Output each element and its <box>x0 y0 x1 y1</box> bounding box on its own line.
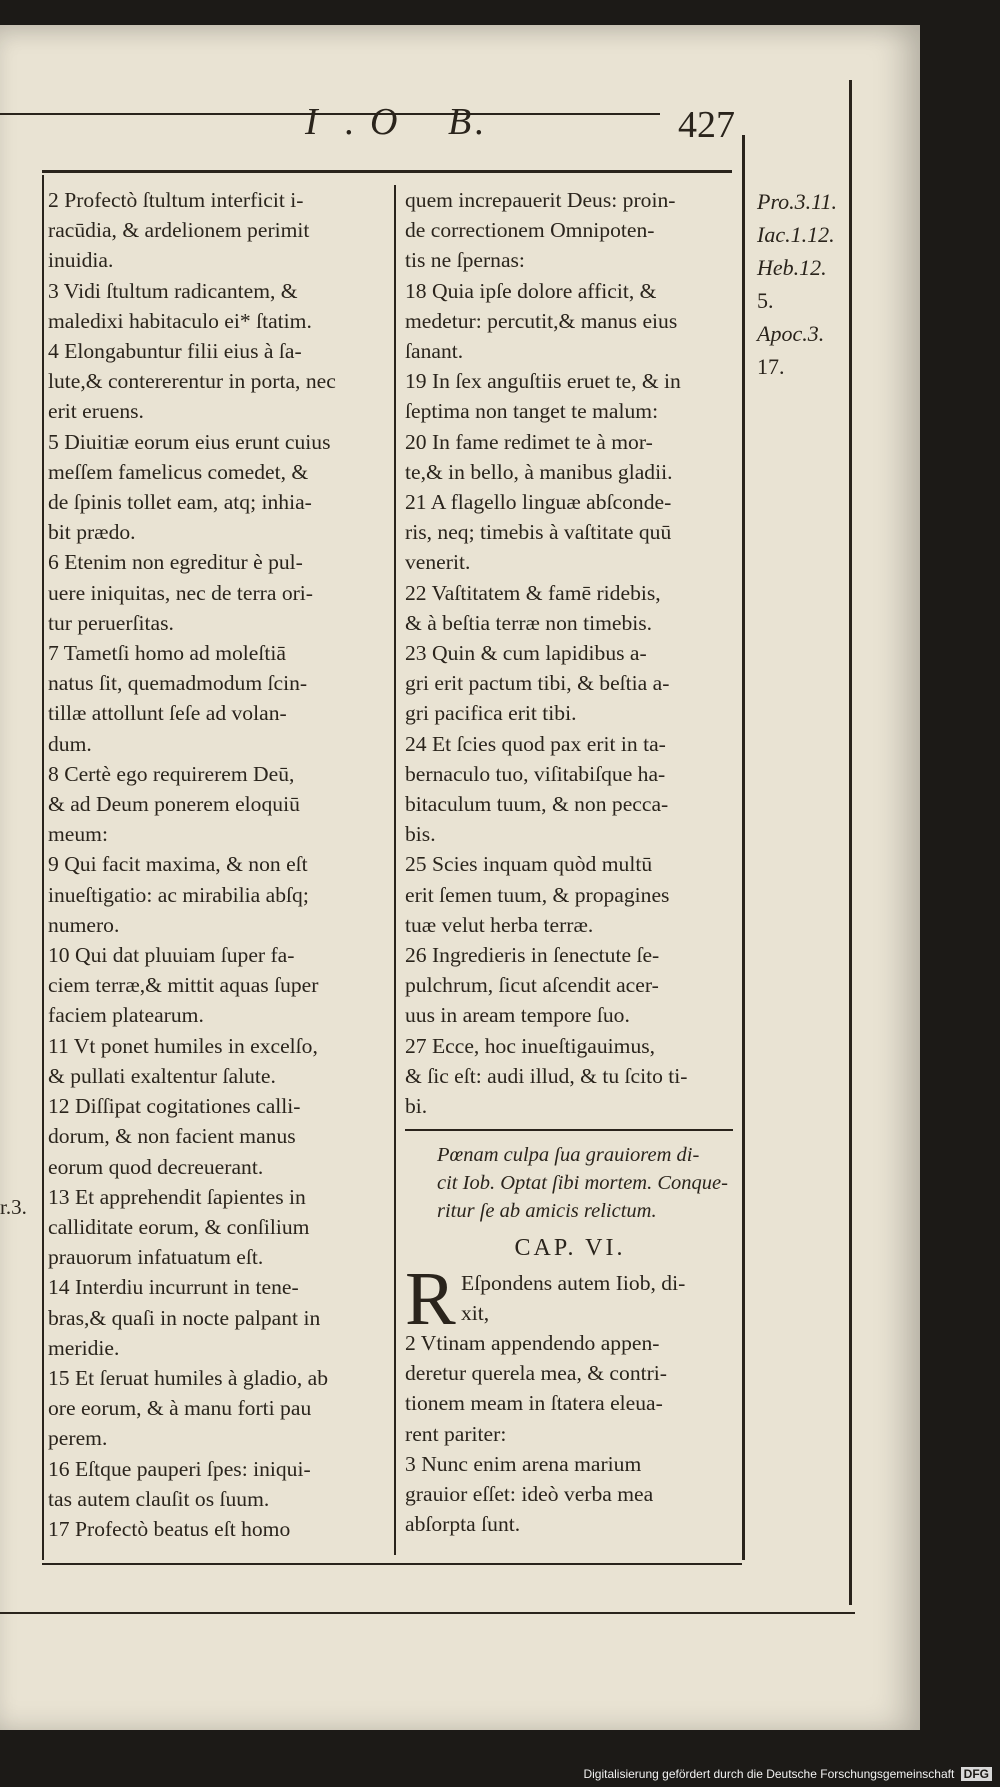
text-line: 26 Ingredieris in ſenectute ſe- <box>405 943 660 968</box>
text-line: Eſpondens autem Iiob, di- <box>461 1270 686 1295</box>
text-line: ſanant. <box>405 339 464 364</box>
margin-note: Heb.12. <box>757 255 827 280</box>
text-line: numero. <box>48 912 120 937</box>
chapter-heading: CAP. VI. <box>514 1235 626 1262</box>
margin-note: Apoc.3. <box>757 321 825 346</box>
text-line: 13 Et apprehendit ſapientes in <box>48 1184 306 1209</box>
margin-note: 17. <box>757 354 785 379</box>
running-head <box>290 100 660 160</box>
text-line: tillæ attollunt ſeſe ad volan- <box>48 701 287 726</box>
text-line: & ad Deum ponerem eloquiū <box>48 792 300 817</box>
text-line: dum. <box>48 731 92 756</box>
left-column <box>48 185 388 1544</box>
text-line: lute,& contererentur in porta, nec <box>48 369 336 394</box>
text-line: ris, neq; timebis à vaſtitate quū <box>405 520 672 545</box>
text-line: 12 Diſſipat cogitationes calli- <box>48 1094 301 1119</box>
text-line: tionem meam in ſtatera eleua- <box>405 1391 663 1416</box>
footer-rule <box>42 1563 742 1565</box>
text-line: meſſem famelicus comedet, & <box>48 459 309 484</box>
summary-line: cit Iob. Optat ſibi mortem. Conque- <box>437 1172 728 1195</box>
left-margin-mark: r.3. <box>0 1195 27 1219</box>
text-line: calliditate eorum, & conſilium <box>48 1214 310 1239</box>
text-line: erit eruens. <box>48 399 144 424</box>
text-line: 16 Eſtque pauperi ſpes: iniqui- <box>48 1456 311 1481</box>
text-line: meum: <box>48 822 108 847</box>
text-line: uere iniquitas, nec de terra ori- <box>48 580 313 605</box>
margin-note: Pro.3.11. <box>757 189 838 214</box>
text-line: 9 Qui facit maxima, & non eſt <box>48 852 308 877</box>
text-line: 27 Ecce, hoc inueſtigauimus, <box>405 1033 656 1058</box>
text-line: 14 Interdiu incurrunt in tene- <box>48 1275 299 1300</box>
text-line: 20 In fame redimet te à mor- <box>405 429 653 454</box>
text-line: faciem platearum. <box>48 1003 204 1028</box>
text-line: bras,& quaſi in nocte palpant in <box>48 1305 321 1330</box>
text-line: 15 Et ſeruat humiles à gladio, ab <box>48 1365 329 1390</box>
text-line: 4 Elongabuntur filii eius à ſa- <box>48 339 302 364</box>
footer-text: Digitalisierung gefördert durch die Deutsche Forschungsgemeinschaft <box>583 1767 955 1781</box>
text-line: ore eorum, & à manu forti pau <box>48 1396 312 1421</box>
text-line: maledixi habitaculo ei* ſtatim. <box>48 308 312 333</box>
text-line: de ſpinis tollet eam, atq; inhia- <box>48 490 312 515</box>
summary-rule <box>405 1129 733 1131</box>
text-line: 2 Profectò ſtultum interficit i- <box>48 188 304 212</box>
text-line: ſeptima non tanget te malum: <box>405 399 659 424</box>
text-line: 11 Vt ponet humiles in excelſo, <box>48 1033 318 1058</box>
text-line: & à beſtia terræ non timebis. <box>405 610 653 635</box>
text-line: dorum, & non facient manus <box>48 1124 296 1149</box>
text-line: medetur: percutit,& manus eius <box>405 308 678 333</box>
text-line: de correctionem Omnipoten- <box>405 218 655 243</box>
running-head-letter: B <box>448 101 472 143</box>
dfg-logo: DFG <box>961 1767 992 1781</box>
digitization-footer <box>583 1767 992 1781</box>
text-line: 6 Etenim non egreditur è pul- <box>48 550 303 575</box>
text-line: 19 In ſex anguſtiis eruet te, & in <box>405 369 681 394</box>
text-line: tur peruerſitas. <box>48 610 174 635</box>
text-line: prauorum infatuatum eſt. <box>48 1245 264 1270</box>
text-line: 21 A flagello linguæ abſconde- <box>405 490 672 515</box>
text-line: 5 Diuitiæ eorum eius erunt cuius <box>48 429 331 454</box>
margin-references <box>757 185 852 383</box>
book-page <box>0 25 920 1730</box>
text-line: inuidia. <box>48 248 114 273</box>
text-line: tas autem clauſit os ſuum. <box>48 1486 270 1511</box>
margin-note: Iac.1.12. <box>757 222 835 247</box>
text-line: deretur querela mea, & contri- <box>405 1361 667 1386</box>
text-line: 22 Vaſtitatem & famē ridebis, <box>405 580 661 605</box>
dropcap-paragraph <box>405 1256 735 1341</box>
text-line: racūdia, & ardelionem perimit <box>48 218 310 243</box>
text-line: perem. <box>48 1426 108 1451</box>
text-line: tis ne ſpernas: <box>405 248 525 273</box>
text-line: bit prædo. <box>48 520 136 545</box>
text-line: 8 Certè ego requirerem Deū, <box>48 761 295 786</box>
text-line: 3 Nunc enim arena marium <box>405 1451 642 1476</box>
text-line: 17 Profectò beatus eſt homo <box>48 1516 291 1541</box>
text-line: uus in aream tempore ſuo. <box>405 1003 630 1028</box>
running-head-letter: I <box>305 101 318 143</box>
text-line: 25 Scies inquam quòd multū <box>405 852 653 877</box>
running-head-letter: . <box>475 101 485 143</box>
text-line: bitaculum tuum, & non pecca- <box>405 792 669 817</box>
summary-line: ritur ſe ab amicis relictum. <box>437 1200 657 1223</box>
text-line: bernaculo tuo, viſitabiſque ha- <box>405 761 666 786</box>
text-line: venerit. <box>405 550 471 575</box>
right-column <box>405 185 735 1539</box>
text-line: bis. <box>405 822 436 847</box>
text-line: 18 Quia ipſe dolore afficit, & <box>405 278 657 303</box>
text-line: grauior eſſet: ideò verba mea <box>405 1481 654 1506</box>
chapter-summary <box>405 1141 735 1225</box>
header-rule-lower <box>42 170 732 173</box>
text-line: natus ſit, quemadmodum ſcin- <box>48 671 308 696</box>
text-line: eorum quod decreuerant. <box>48 1154 264 1179</box>
running-head-letter: . <box>345 101 355 143</box>
dropcap-letter: R <box>405 1256 456 1341</box>
text-line: pulchrum, ſicut aſcendit acer- <box>405 973 659 998</box>
page-bottom-rule <box>0 1612 855 1614</box>
text-line: & ſic eſt: audi illud, & tu ſcito ti- <box>405 1063 688 1088</box>
left-column-rule <box>42 175 44 1560</box>
text-line: 23 Quin & cum lapidibus a- <box>405 641 647 666</box>
text-line: ciem terræ,& mittit aquas ſuper <box>48 973 319 998</box>
text-line: gri pacifica erit tibi. <box>405 701 577 726</box>
right-text-rule <box>742 135 745 1560</box>
text-line: gri erit pactum tibi, & beſtia a- <box>405 671 670 696</box>
page-number: 427 <box>678 104 735 146</box>
text-line: quem increpauerit Deus: proin- <box>405 188 676 212</box>
text-line: bi. <box>405 1094 428 1119</box>
text-line: tuæ velut herba terræ. <box>405 912 594 937</box>
column-divider <box>394 185 396 1555</box>
text-line: 7 Tametſi homo ad moleſtiā <box>48 641 286 666</box>
text-line: rent pariter: <box>405 1421 507 1446</box>
text-line: erit ſemen tuum, & propagines <box>405 882 670 907</box>
text-line: xit, <box>461 1300 490 1325</box>
text-line: 2 Vtinam appendendo appen- <box>405 1330 660 1355</box>
text-line: 10 Qui dat pluuiam ſuper fa- <box>48 943 295 968</box>
text-line: 24 Et ſcies quod pax erit in ta- <box>405 731 666 756</box>
text-line: abſorpta ſunt. <box>405 1512 521 1537</box>
text-line: meridie. <box>48 1335 120 1360</box>
text-line: & pullati exaltentur ſalute. <box>48 1063 276 1088</box>
margin-note: 5. <box>757 288 774 313</box>
text-line: 3 Vidi ſtultum radicantem, & <box>48 278 298 303</box>
running-head-letter: O <box>370 101 398 143</box>
text-line: inueſtigatio: ac mirabilia abſq; <box>48 882 309 907</box>
summary-line: Pœnam culpa ſua grauiorem di- <box>437 1144 700 1167</box>
text-line: te,& in bello, à manibus gladii. <box>405 459 673 484</box>
